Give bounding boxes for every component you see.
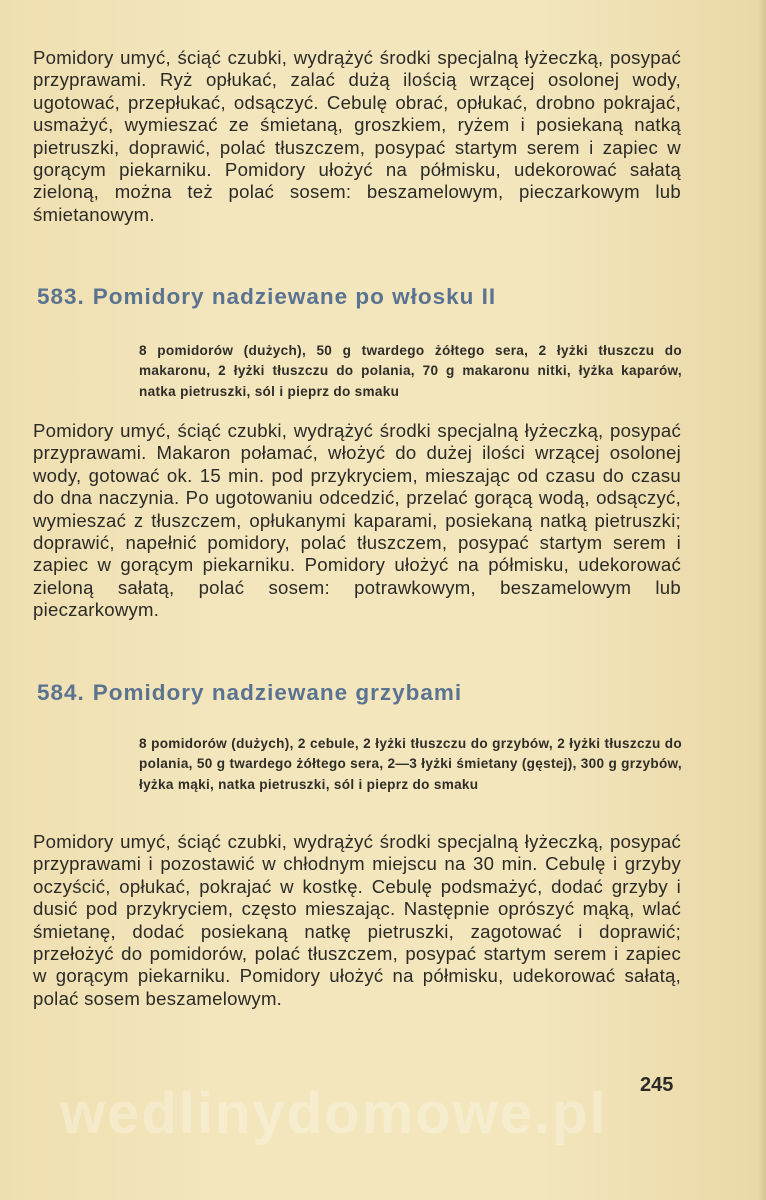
page-number: 245 [640, 1074, 674, 1096]
recipe-583-ingredients: 8 pomidorów (dużych), 50 g twardego żółtego sera, 2 łyżki tłuszczu do makaronu, 2 łyżki tłuszczu do polania, 70 g makaronu nitki, łyżka kaparów, natka pietruszki, sól i pieprz do smaku [139, 343, 682, 399]
recipe-584-title: Pomidory nadziewane grzybami [92, 680, 463, 705]
recipe-583-heading [37, 284, 496, 310]
recipe-584-heading [37, 680, 462, 706]
watermark: wedlinydomowe.pl [60, 1081, 608, 1146]
page-edge-shadow [758, 0, 766, 1200]
recipe-583-number: 583. [37, 284, 85, 309]
recipe-584-instructions: Pomidory umyć, ściąć czubki, wydrążyć środki specjalną łyżeczką, posypać przyprawami i pozostawić w chłodnym miejscu na 30 min. Cebulę i grzyby oczyścić, opłukać, pokrajać w kostkę. Cebulę podsmażyć, dodać grzyby i dusić pod przykryciem, często mieszając. Następnie oprószyć mąką, wlać śmietanę, dodać posiekaną natkę pietruszki, zagotować i doprawić; przełożyć do pomidorów, polać tłuszczem, posypać startym serem i zapiec w gorącym piekarniku. Pomidory ułożyć na półmisku, udekorować sałatą, polać sosem beszamelowym. [33, 831, 681, 1009]
recipe-584-number: 584. [37, 680, 85, 705]
recipe-583-instructions: Pomidory umyć, ściąć czubki, wydrążyć środki specjalną łyżeczką, posypać przyprawami. Makaron połamać, włożyć do dużej ilości wrzącej osolonej wody, gotować ok. 15 min. pod przykryciem, mieszając od czasu do czasu do dna naczynia. Po ugotowaniu odcedzić, przelać gorącą wodą, odsączyć, wymieszać z tłuszczem, opłukanymi kaparami, posiekaną natką pietruszki; doprawić, napełnić pomidory, polać tłuszczem, posypać startym serem i zapiec w gorącym piekarniku. Pomidory ułożyć na półmisku, udekorować zieloną sałatą, polać sosem: potrawkowym, beszamelowym lub pieczarkowym. [33, 420, 681, 621]
recipe-583-title: Pomidory nadziewane po włosku II [92, 284, 497, 309]
previous-recipe-instructions: Pomidory umyć, ściąć czubki, wydrążyć środki specjalną łyżeczką, posypać przyprawami. Ryż opłukać, zalać dużą ilością wrzącej osolonej wody, ugotować, przepłukać, odsączyć. Cebulę obrać, opłukać, drobno pokrajać, usmażyć, wymieszać ze śmietaną, groszkiem, ryżem i posiekaną natką pietruszki, doprawić, polać tłuszczem, posypać startym serem i zapiec w gorącym piekarniku. Pomidory ułożyć na półmisku, udekorować sałatą zieloną, można też polać sosem: beszamelowym, pieczarkowym lub śmietanowym. [33, 47, 681, 225]
recipe-584-ingredients: 8 pomidorów (dużych), 2 cebule, 2 łyżki tłuszczu do grzybów, 2 łyżki tłuszczu do polania, 50 g twardego żółtego sera, 2—3 łyżki śmietany (gęstej), 300 g grzybów, łyżka mąki, natka pietruszki, sól i pieprz do smaku [139, 736, 682, 792]
